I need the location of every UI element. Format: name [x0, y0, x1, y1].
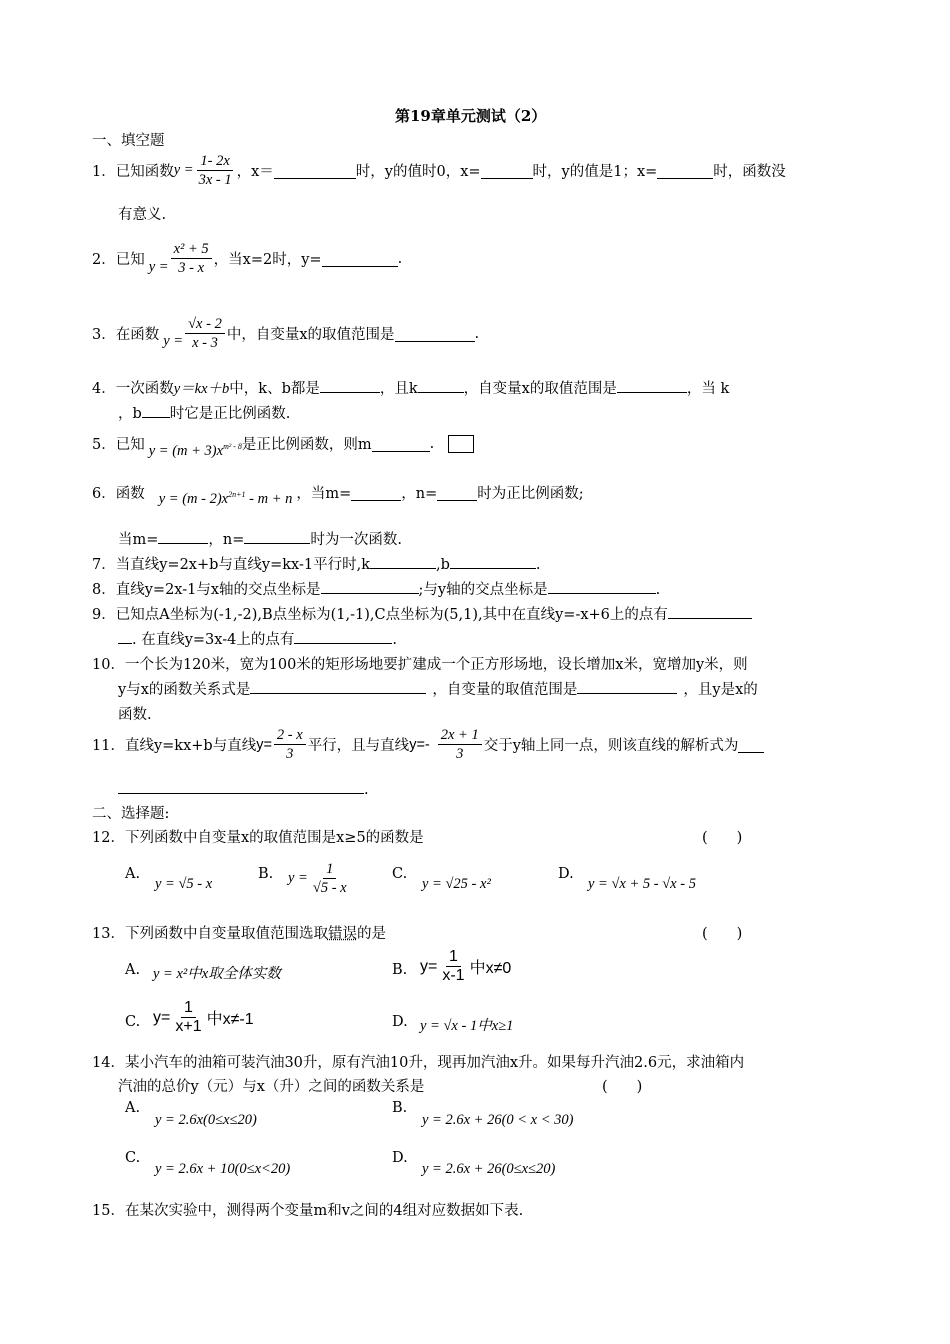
option-12a[interactable]: A. [125, 866, 141, 882]
answer-blank[interactable] [158, 528, 208, 544]
answer-blank[interactable] [294, 628, 392, 644]
answer-paren[interactable]: ( ) [702, 830, 743, 846]
question-11-cont: . [118, 778, 369, 798]
answer-box[interactable] [448, 435, 474, 453]
option-12c-formula: y = √25 - x² [422, 876, 491, 892]
answer-blank[interactable] [395, 326, 475, 342]
section-choice: 二、选择题: [92, 806, 170, 822]
answer-blank[interactable] [418, 377, 464, 393]
answer-blank[interactable] [548, 578, 656, 594]
answer-blank[interactable] [372, 436, 430, 452]
answer-blank[interactable] [577, 678, 677, 694]
answer-blank[interactable] [738, 737, 764, 753]
question-14-cont: 汽油的总价y（元）与x（升）之间的函数关系是 [118, 1079, 425, 1095]
question-9: 9．已知点A坐标为(-1,-2),B点坐标为(1,-1),C点坐标为(5,1),其中在直线y=-x+6上的点有 [92, 603, 752, 624]
option-13c[interactable]: C. [125, 1014, 141, 1030]
option-13a[interactable]: A. [125, 962, 141, 978]
answer-blank[interactable] [668, 603, 752, 619]
answer-paren[interactable]: ( ) [602, 1079, 643, 1095]
fraction: $\frac{1- 2x}{3x - 1}$ [198, 153, 232, 188]
question-6-cont: 当m= ，n= 时为一次函数. [118, 528, 402, 549]
option-14c-formula: y = 2.6x + 10(0≤x<20) [155, 1161, 291, 1177]
fraction: $\frac{\text{x² + 5}}{3 - x}$ [171, 240, 212, 277]
answer-blank[interactable] [250, 678, 426, 694]
option-14d-formula: y = 2.6x + 26(0≤x≤20) [422, 1161, 556, 1177]
page-title: 第19章单元测试（2） [395, 107, 547, 125]
option-14d[interactable]: D. [392, 1150, 408, 1166]
option-14b-formula: y = 2.6x + 26(0 < x < 30) [422, 1112, 574, 1128]
option-14b[interactable]: B. [392, 1100, 408, 1116]
answer-blank[interactable] [244, 528, 310, 544]
question-8: 8．直线y=2x-1与x轴的交点坐标是 ;与y轴的交点坐标是 . [92, 578, 660, 599]
option-14a[interactable]: A. [125, 1100, 141, 1116]
option-12a-formula: y = √5 - x [155, 876, 213, 892]
question-4: 4．一次函数y＝kx＋b中，k、b都是 ，且k ，自变量x的取值范围是 ，当 k [92, 377, 729, 398]
question-15: 15．在某次实验中，测得两个变量m和v之间的4组对应数据如下表. [92, 1203, 524, 1219]
section-fill-in: 一、填空题 [92, 133, 165, 149]
answer-blank[interactable] [322, 251, 398, 267]
question-10-cont2: 函数. [118, 707, 152, 723]
question-6: 6． 函数 $y = (m - 2)x^{2n+1} - m + n$ ，当m= ，n= 时为正比例函数; [92, 486, 584, 507]
question-13: 13．下列函数中自变量取值范围选取错误的是 [92, 926, 386, 942]
answer-blank[interactable] [450, 553, 536, 569]
answer-blank[interactable] [370, 553, 436, 569]
option-13d-formula: y = √x - 1中x≥1 [420, 1018, 514, 1034]
answer-blank[interactable] [481, 163, 533, 179]
answer-blank[interactable] [142, 402, 170, 418]
answer-blank[interactable] [118, 628, 132, 644]
fraction: $\frac{√x - 2}{x - 3}$ [185, 315, 225, 352]
question-3: 3． 在函数 y = $\frac{√x - 2}{x - 3}$ 中，自变量x的取值范围是 . [92, 316, 480, 351]
option-12d-formula: y = √x + 5 - √x - 5 [588, 876, 696, 892]
option-13d[interactable]: D. [392, 1014, 408, 1030]
option-12b[interactable]: B. [258, 866, 274, 882]
answer-blank[interactable] [321, 578, 419, 594]
answer-paren[interactable]: ( ) [702, 926, 743, 942]
option-14a-formula: y = 2.6x(0≤x≤20) [155, 1112, 257, 1128]
fraction: $\frac{2 - x}{3}$ [274, 726, 306, 763]
answer-blank[interactable] [617, 377, 687, 393]
fraction: $\frac{2x + 1}{3}$ [438, 726, 482, 763]
answer-blank[interactable] [657, 163, 713, 179]
answer-blank[interactable] [320, 377, 380, 393]
option-12d[interactable]: D. [558, 866, 574, 882]
answer-blank[interactable] [351, 485, 401, 501]
option-13b[interactable]: B. [392, 962, 408, 978]
question-12: 12．下列函数中自变量x的取值范围是x≥5的函数是 [92, 830, 424, 846]
question-4-cont: ，b 时它是正比例函数. [118, 402, 290, 423]
option-13b-formula: y= $\frac{1}{x-1}$ 中x≠0 [420, 948, 512, 984]
option-13a-formula: y = x²中x取全体实数 [153, 966, 281, 982]
question-1-cont: 有意义. [118, 207, 167, 223]
option-12b-formula: y = $\frac{1}{√5 - x}$ [288, 861, 347, 896]
question-10: 10．一个长为120米，宽为100米的矩形场地要扩建成一个正方形场地，设长增加x米，宽增加y米，则 [92, 657, 748, 673]
question-9-cont: . 在直线y=3x-4上的点有 . [118, 628, 397, 649]
option-12c[interactable]: C. [392, 866, 408, 882]
question-2: 2． 已知 y = $\frac{\text{x² + 5}}{3 - x}$ ，当x=2时，y= . [92, 241, 403, 276]
answer-blank[interactable] [437, 485, 477, 501]
question-7: 7．当直线y=2x+b与直线y=kx-1平行时,k ,b . [92, 553, 541, 574]
question-5: 5． 已知 $y = (m + 3)x^{m^2 - 8}$ 是正比例函数，则m . [92, 428, 474, 460]
answer-blank[interactable] [118, 778, 364, 794]
question-10-cont: y与x的函数关系式是 ，自变量的取值范围是 ，且y是x的 [118, 678, 758, 699]
option-13c-formula: y= $\frac{1}{x+1}$ 中x≠-1 [153, 999, 254, 1035]
option-14c[interactable]: C. [125, 1150, 141, 1166]
question-1: 1． 已知函数 y = $\frac{1- 2x}{3x - 1}$ ，x＝ 时，y的值时0，x= 时，y的值是1；x= 时，函数没 [92, 153, 786, 188]
question-11: 11． 直线y=kx+b与直线 y= $\frac{2 - x}{3}$ 平行，且与直线 y=- $\frac{2x + 1}{3}$ 交于y轴上同一点，则该直线的解析式为 [92, 726, 764, 763]
answer-blank[interactable] [274, 163, 356, 179]
emphasis-wrong: 错误 [327, 926, 357, 942]
question-14: 14．某小汽车的油箱可装汽油30升，原有汽油10升，现再加汽油x升。如果每升汽油2.6元，求油箱内 [92, 1055, 745, 1071]
